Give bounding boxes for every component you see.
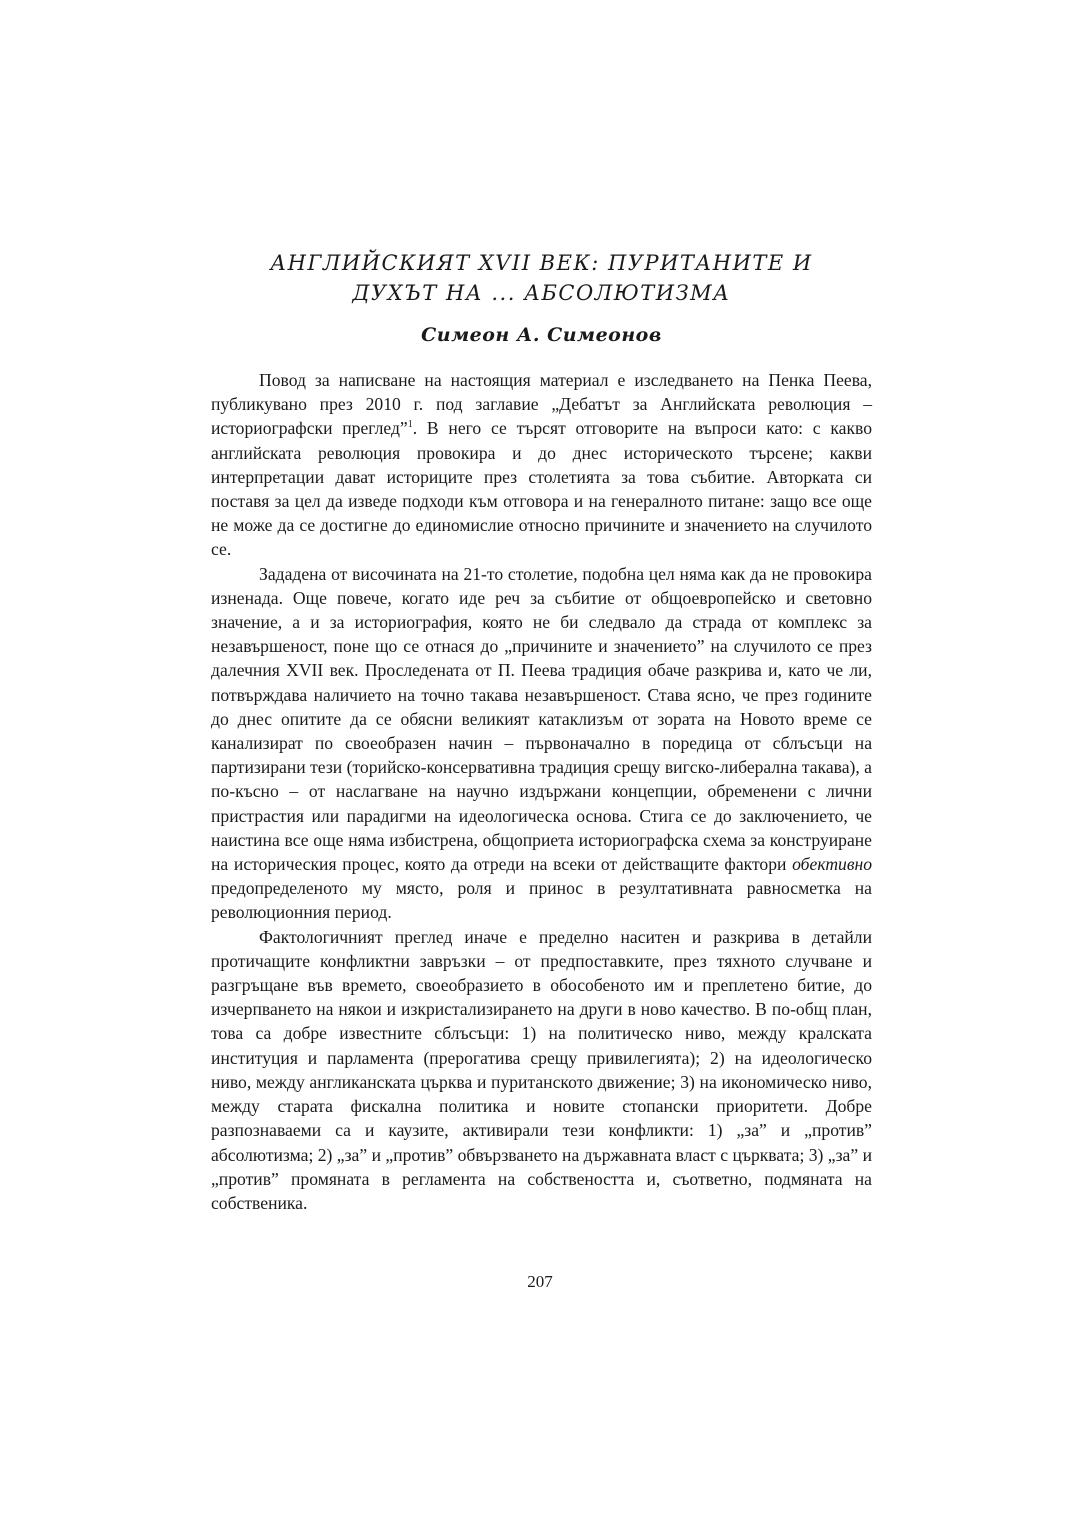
article-title-line-1: АНГЛИЙСКИЯТ XVII ВЕК: ПУРИТАНИТЕ И (270, 251, 813, 275)
page-number: 207 (527, 1272, 553, 1291)
article-title-line-2: ДУХЪТ НА ... АБСОЛЮТИЗМА (352, 281, 731, 305)
paragraph-1-text: Повод за написване на настоящия материал е изследването на Пенка Пеева, публикувано през 2010 г. под заглавие „Дебатът за Английската революция – историографски преглед” (211, 370, 872, 439)
paragraph-2-text-cont: предопределеното му място, роля и принос в резултативната равносметка на революционния период. (211, 878, 872, 923)
article (211, 248, 872, 1215)
article-body (211, 368, 872, 1215)
footnote-marker: 1 (407, 419, 413, 431)
paragraph-1 (211, 368, 872, 562)
article-title (211, 248, 872, 308)
paragraph-3: Фактологичният преглед иначе е пределно наситен и разкрива в детайли протичащите конфликтни завръзки – от предпоставките, през тяхното случване и разгръщане във времето, своеобразието в обособеното им и преплетено битие, до изчерпването на някои и изкристализирането на други в ново качество. В по-общ план, това са добре известните сблъсъци: 1) на политическо ниво, между кралската институция и парламента (прерогатива срещу привилегията); 2) на идеологическо ниво, между англиканската църква и пуританското движение; 3) на икономическо ниво, между старата фискална политика и новите стопански приоритети. Добре разпознаваеми са и каузите, активирали тези конфликти: 1) „за” и „против” абсолютизма; 2) „за” и „против” обвързването на държавната власт с църквата; 3) „за” и „против” промяната в регламента на собствеността и, съответно, подмяната на собственика. (211, 926, 872, 1213)
paragraph-2-text: Зададена от височината на 21-то столетие, подобна цел няма как да не провокира изненада. Още повече, когато иде реч за събитие от общоевропейско и световно значение, а и за историография, която не би следвало да страда от комплекс за незавършеност, поне що се отнася до „причините и значението” на случилото се през далечния XVII век. Проследената от П. Пеева традиция обаче разкрива и, като че ли, потвърждава наличието на точно такава незавършеност. Става ясно, че през годините до днес опитите да се обясни великият катаклизъм от зората на Новото време се канализират по своеобразен начин – първоначално в поредица от сблъсъци на партизирани тези (торийско-консервативна традиция срещу вигско-либерална такава), а по-късно – от наслагване на научно издържани концепции, обременени с лични пристрастия или парадигми на идеологическа основа. Стига се до заключението, че наистина все още няма избистрена, общоприета историографска схема за конструиране на историческия процес, която да отреди на всеки от действащите фактори (211, 563, 872, 875)
paragraph-1-text-cont: . В него се търсят отговорите на въпроси като: с какво английската революция провокира и до днес историческото търсене; какви интерпретации дават историците през столетията за това събитие. Авторката си поставя за цел да изведе подходи към отговора и на генералното питане: защо все още не може да се достигне до единомислие относно причините и значението на случилото се. (211, 418, 872, 560)
article-author: Симеон А. Симеонов (421, 324, 662, 346)
emphasized-word: обективно (792, 854, 872, 875)
paragraph-2 (211, 562, 872, 925)
